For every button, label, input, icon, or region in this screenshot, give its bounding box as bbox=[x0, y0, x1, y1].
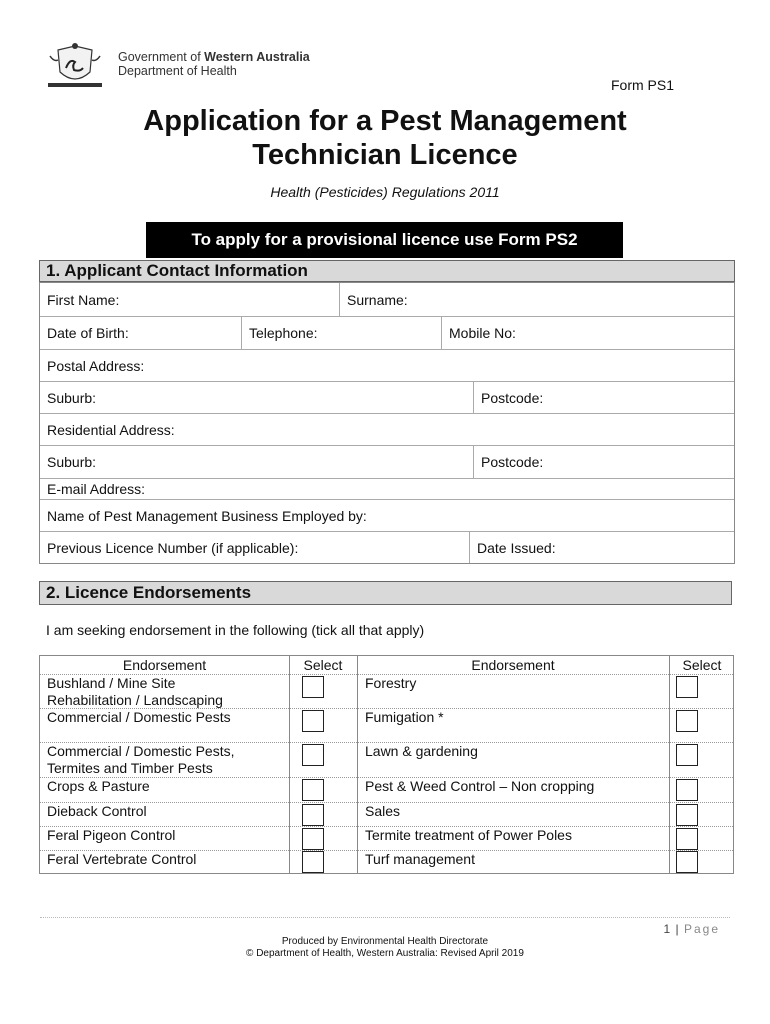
postal-suburb-field[interactable]: Suburb: bbox=[47, 389, 97, 406]
footer-divider bbox=[40, 917, 730, 918]
checkbox-dieback[interactable] bbox=[302, 804, 324, 826]
table-row: Fumigation * bbox=[365, 709, 444, 725]
applicant-contact-grid bbox=[39, 282, 735, 564]
business-name-field[interactable]: Name of Pest Management Business Employed by: bbox=[47, 507, 367, 524]
page-number: 1 | Page bbox=[663, 922, 720, 936]
table-row: Feral Vertebrate Control bbox=[47, 851, 197, 867]
checkbox-pest-weed[interactable] bbox=[676, 779, 698, 801]
checkbox-termites-timber[interactable] bbox=[302, 744, 324, 766]
section1-heading: 1. Applicant Contact Information bbox=[39, 260, 735, 282]
checkbox-feral-vertebrate[interactable] bbox=[302, 851, 324, 873]
postal-postcode-field[interactable]: Postcode: bbox=[473, 382, 734, 413]
checkbox-feral-pigeon[interactable] bbox=[302, 828, 324, 850]
table-row: Lawn & gardening bbox=[365, 743, 478, 759]
table-row: Crops & Pasture bbox=[47, 778, 150, 794]
table-row: Feral Pigeon Control bbox=[47, 827, 176, 843]
table-row: Sales bbox=[365, 803, 401, 819]
col-endorsement-left: Endorsement bbox=[122, 657, 207, 673]
table-row: Turf management bbox=[365, 851, 475, 867]
date-issued-field[interactable]: Date Issued: bbox=[469, 532, 734, 563]
col-endorsement-right: Endorsement bbox=[471, 657, 555, 673]
surname-field[interactable]: Surname: bbox=[339, 283, 734, 316]
telephone-field[interactable]: Telephone: bbox=[241, 317, 441, 349]
postal-address-field[interactable]: Postal Address: bbox=[47, 357, 145, 374]
department-name: Department of Health bbox=[118, 64, 237, 78]
regulation-subtitle: Health (Pesticides) Regulations 2011 bbox=[270, 184, 500, 200]
checkbox-sales[interactable] bbox=[676, 804, 698, 826]
residential-address-field[interactable]: Residential Address: bbox=[47, 421, 175, 438]
checkbox-crops-pasture[interactable] bbox=[302, 779, 324, 801]
residential-postcode-field[interactable]: Postcode: bbox=[473, 446, 734, 478]
table-row: Bushland / Mine Site Rehabilitation / Landscaping bbox=[47, 675, 223, 708]
checkbox-lawn-gardening[interactable] bbox=[676, 744, 698, 766]
footer-copyright: © Department of Health, Western Australia: Revised April 2019 bbox=[246, 948, 524, 959]
endorsement-intro: I am seeking endorsement in the following (tick all that apply) bbox=[46, 622, 425, 638]
checkbox-commercial-domestic[interactable] bbox=[302, 710, 324, 732]
section2-heading: 2. Licence Endorsements bbox=[39, 581, 732, 605]
form-code: Form PS1 bbox=[610, 77, 674, 93]
page-title: Application for a Pest Management Technician Licence bbox=[143, 105, 627, 171]
checkbox-forestry[interactable] bbox=[676, 676, 698, 698]
email-field[interactable]: E-mail Address: bbox=[47, 481, 146, 497]
provisional-licence-banner: To apply for a provisional licence use Form PS2 bbox=[146, 222, 623, 258]
residential-suburb-field[interactable]: Suburb: bbox=[47, 454, 97, 470]
col-select-right: Select bbox=[682, 657, 722, 673]
col-select-left: Select bbox=[303, 657, 343, 673]
mobile-field[interactable]: Mobile No: bbox=[441, 317, 734, 349]
checkbox-fumigation[interactable] bbox=[676, 710, 698, 732]
checkbox-termite-poles[interactable] bbox=[676, 828, 698, 850]
table-row: Commercial / Domestic Pests bbox=[47, 709, 231, 725]
government-heading: Government of Western Australia Department of Health bbox=[118, 50, 310, 78]
previous-licence-field[interactable]: Previous Licence Number (if applicable): bbox=[47, 539, 299, 556]
table-row: Termite treatment of Power Poles bbox=[365, 827, 572, 843]
table-row: Pest & Weed Control – Non cropping bbox=[365, 778, 595, 794]
footer-produced-by: Produced by Environmental Health Directorate bbox=[281, 936, 489, 947]
table-row: Dieback Control bbox=[47, 803, 147, 819]
checkbox-turf[interactable] bbox=[676, 851, 698, 873]
table-row: Commercial / Domestic Pests, Termites and Timber Pests bbox=[47, 743, 235, 776]
dob-field[interactable]: Date of Birth: bbox=[47, 325, 129, 341]
checkbox-bushland[interactable] bbox=[302, 676, 324, 698]
endorsement-table bbox=[39, 655, 734, 874]
table-row: Forestry bbox=[365, 675, 417, 691]
first-name-field[interactable]: First Name: bbox=[47, 291, 120, 308]
wa-crest-logo bbox=[46, 42, 104, 90]
